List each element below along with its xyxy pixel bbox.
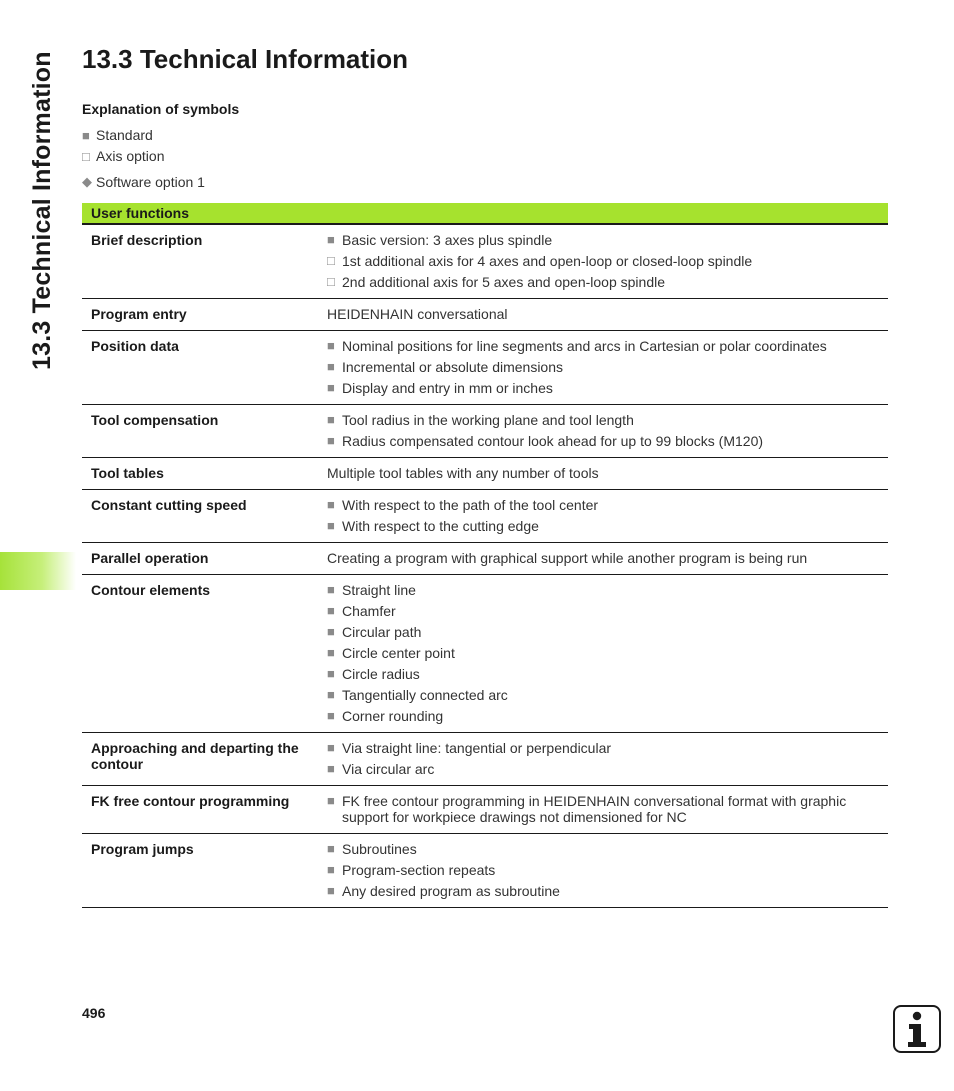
content-text: With respect to the path of the tool center — [342, 497, 599, 513]
page-number: 496 — [82, 1005, 106, 1021]
square-filled-icon — [327, 433, 340, 449]
square-filled-icon — [327, 380, 340, 396]
square-filled-icon — [327, 708, 340, 724]
row-label: Tool tables — [82, 458, 310, 490]
content-line — [327, 518, 879, 534]
square-filled-icon — [327, 666, 340, 682]
row-label: Position data — [82, 331, 310, 405]
content-line — [327, 740, 879, 756]
square-filled-icon — [327, 687, 340, 703]
content-line — [327, 465, 879, 481]
content-line — [327, 862, 879, 878]
row-content — [310, 299, 888, 331]
row-content — [310, 331, 888, 405]
content-line — [327, 841, 879, 857]
square-filled-icon — [327, 841, 340, 857]
content-text: Creating a program with graphical support while another program is being run — [327, 550, 808, 566]
content-text: Any desired program as subroutine — [342, 883, 560, 899]
content-line — [327, 380, 879, 396]
content-line — [327, 433, 879, 449]
square-filled-icon — [327, 603, 340, 619]
content-line — [327, 306, 879, 322]
table-row — [82, 490, 888, 543]
content-line — [327, 253, 879, 269]
row-label: Contour elements — [82, 575, 310, 733]
symbol-label: Software option 1 — [96, 174, 205, 190]
content-text: With respect to the cutting edge — [342, 518, 539, 534]
side-chapter-title — [24, 50, 60, 370]
content-line — [327, 708, 879, 724]
symbol-axis-option — [82, 148, 164, 164]
content-text: Circular path — [342, 624, 422, 640]
content-text: 2nd additional axis for 5 axes and open-loop spindle — [342, 274, 666, 290]
content-text: FK free contour programming in HEIDENHAIN conversational format with graphic support for workpiece drawings not dimensioned for NC — [342, 793, 847, 825]
row-label: FK free contour programming — [82, 786, 310, 834]
square-filled-icon — [327, 740, 340, 756]
content-line — [327, 412, 879, 428]
content-text: Incremental or absolute dimensions — [342, 359, 564, 375]
table-row — [82, 543, 888, 575]
symbol-label: Standard — [96, 127, 153, 143]
row-label: Approaching and departing the contour — [82, 733, 310, 786]
square-open-icon — [327, 274, 340, 290]
row-label: Program jumps — [82, 834, 310, 908]
table-row — [82, 786, 888, 834]
user-functions-table — [82, 203, 888, 908]
content-line — [327, 274, 879, 290]
square-filled-icon — [327, 624, 340, 640]
table-body — [82, 224, 888, 908]
page-title: 13.3 Technical Information — [82, 44, 409, 74]
row-content — [310, 834, 888, 908]
content-line — [327, 687, 879, 703]
symbol-software-option — [82, 174, 205, 190]
content-text: Circle center point — [342, 645, 455, 661]
content-text: Chamfer — [342, 603, 396, 619]
content-text: 1st additional axis for 4 axes and open-loop or closed-loop spindle — [342, 253, 753, 269]
content-line — [327, 497, 879, 513]
content-line — [327, 793, 879, 825]
content-line — [327, 550, 879, 566]
table-header: User functions — [82, 203, 888, 224]
row-content — [310, 458, 888, 490]
row-content — [310, 786, 888, 834]
table-row — [82, 733, 888, 786]
symbol-standard — [82, 127, 153, 143]
table-row — [82, 331, 888, 405]
row-content — [310, 543, 888, 575]
square-filled-icon — [327, 582, 340, 598]
square-filled-icon — [327, 232, 340, 248]
content-line — [327, 761, 879, 777]
row-label: Brief description — [82, 224, 310, 299]
content-line — [327, 624, 879, 640]
symbols-heading: Explanation of symbols — [82, 101, 240, 117]
row-content — [310, 575, 888, 733]
content-line — [327, 603, 879, 619]
content-text: Corner rounding — [342, 708, 444, 724]
content-line — [327, 883, 879, 899]
content-text: Subroutines — [342, 841, 417, 857]
row-content — [310, 733, 888, 786]
table-row — [82, 405, 888, 458]
content-line — [327, 582, 879, 598]
content-text: Via circular arc — [342, 761, 435, 777]
content-line — [327, 666, 879, 682]
row-content — [310, 224, 888, 299]
table-row — [82, 458, 888, 490]
info-icon — [893, 1005, 941, 1053]
square-filled-icon — [327, 338, 340, 354]
square-filled-icon — [327, 497, 340, 513]
row-label: Tool compensation — [82, 405, 310, 458]
square-filled-icon — [327, 793, 340, 809]
content-text: Multiple tool tables with any number of tools — [327, 465, 599, 481]
row-content — [310, 405, 888, 458]
content-line — [327, 359, 879, 375]
table-row — [82, 575, 888, 733]
content-line — [327, 232, 879, 248]
row-label: Constant cutting speed — [82, 490, 310, 543]
content-text: Basic version: 3 axes plus spindle — [342, 232, 553, 248]
square-filled-icon — [327, 761, 340, 777]
content-text: Display and entry in mm or inches — [342, 380, 553, 396]
square-open-icon — [82, 149, 94, 164]
content-text: HEIDENHAIN conversational — [327, 306, 508, 322]
square-open-icon — [327, 253, 340, 269]
row-label: Parallel operation — [82, 543, 310, 575]
square-filled-icon — [327, 862, 340, 878]
content-text: Tool radius in the working plane and tool length — [342, 412, 634, 428]
square-filled-icon — [327, 645, 340, 661]
content-text: Via straight line: tangential or perpendicular — [342, 740, 612, 756]
chapter-tab-marker — [0, 552, 76, 590]
table-row — [82, 299, 888, 331]
side-chapter-title-text: 13.3 Technical Information — [28, 51, 56, 370]
square-filled-icon — [327, 412, 340, 428]
row-content — [310, 490, 888, 543]
square-filled-icon — [327, 883, 340, 899]
square-filled-icon — [327, 359, 340, 375]
content-text: Program-section repeats — [342, 862, 496, 878]
content-line — [327, 645, 879, 661]
diamond-icon — [82, 174, 94, 190]
content-text: Nominal positions for line segments and arcs in Cartesian or polar coordinates — [342, 338, 827, 354]
table-row — [82, 834, 888, 908]
content-text: Circle radius — [342, 666, 420, 682]
row-label: Program entry — [82, 299, 310, 331]
symbol-label: Axis option — [96, 148, 165, 164]
table-row — [82, 224, 888, 299]
square-filled-icon — [327, 518, 340, 534]
square-filled-icon — [82, 128, 94, 143]
content-text: Radius compensated contour look ahead for up to 99 blocks (M120) — [342, 433, 764, 449]
content-line — [327, 338, 879, 354]
content-text: Tangentially connected arc — [342, 687, 508, 703]
content-text: Straight line — [342, 582, 416, 598]
